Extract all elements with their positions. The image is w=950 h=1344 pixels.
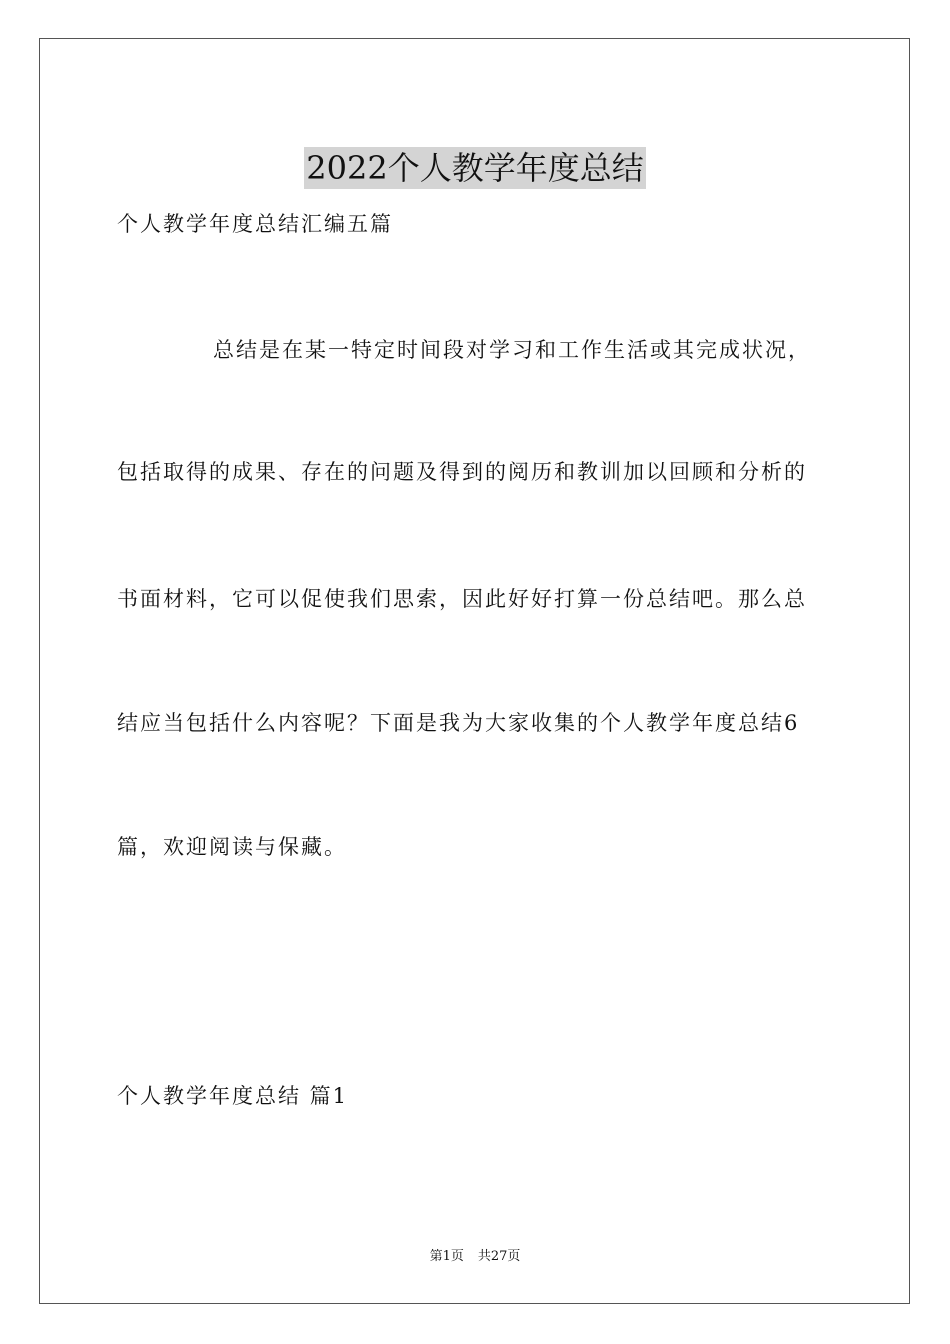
- paragraph-line-5: 篇，欢迎阅读与保藏。: [117, 835, 347, 859]
- document-title: 2022个人教学年度总结: [306, 149, 644, 188]
- paragraph-line-1: 总结是在某一特定时间段对学习和工作生活或其完成状况，: [213, 338, 811, 362]
- page-total: 共27页: [477, 1249, 521, 1264]
- section-heading: 个人教学年度总结 篇1: [117, 1084, 349, 1108]
- page-footer: [0, 1248, 950, 1266]
- document-subtitle: 个人教学年度总结汇编五篇: [117, 212, 393, 236]
- paragraph-line-2: 包括取得的成果、存在的问题及得到的阅历和教训加以回顾和分析的: [117, 460, 807, 484]
- paragraph-line-4: 结应当包括什么内容呢？下面是我为大家收集的个人教学年度总结6: [117, 711, 800, 735]
- title-container: [0, 126, 950, 211]
- paragraph-line-3: 书面材料，它可以促使我们思索，因此好好打算一份总结吧。那么总: [117, 587, 807, 611]
- page-number: 第1页: [429, 1249, 464, 1264]
